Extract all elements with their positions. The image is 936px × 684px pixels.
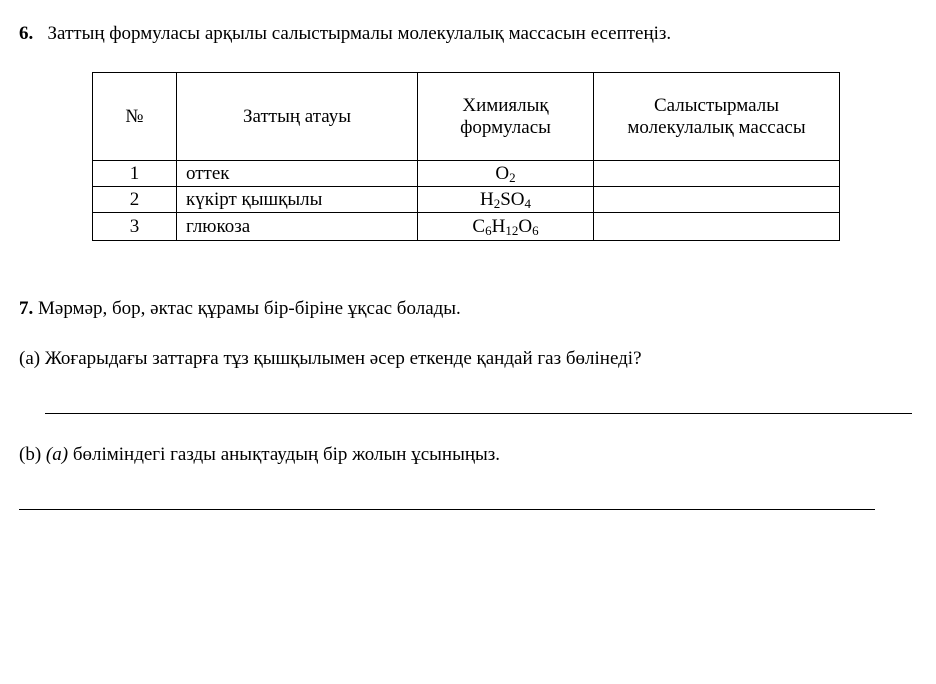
- formula-subscript: 6: [485, 222, 492, 238]
- row-number: 1: [93, 161, 177, 187]
- formula-element: SO: [500, 188, 525, 210]
- header-substance-name: Заттың атауы: [177, 73, 418, 161]
- question-7-text: Мәрмәр, бор, әктас құрамы бір-біріне ұқсас болады.: [33, 298, 461, 319]
- question-7-number: 7.: [19, 298, 34, 319]
- row-number: 3: [93, 213, 177, 241]
- header-mass-line1: Салыстырмалы: [654, 94, 779, 116]
- molecular-mass-table: [92, 72, 840, 241]
- row-relative-mass-answer[interactable]: [594, 187, 840, 213]
- formula-element: O: [518, 215, 533, 237]
- header-relative-mass: [594, 73, 840, 161]
- question-7: [19, 299, 461, 320]
- row-chemical-formula: [418, 161, 594, 187]
- table-row: [93, 187, 840, 213]
- part-b-question: [19, 445, 500, 466]
- table-row: [93, 161, 840, 187]
- part-b-reference: (a): [45, 444, 69, 465]
- header-chemical-formula: [418, 73, 594, 161]
- row-chemical-formula: [418, 213, 594, 241]
- row-substance-name: оттек: [177, 161, 418, 187]
- row-substance-name: глюкоза: [177, 213, 418, 241]
- row-chemical-formula: [418, 187, 594, 213]
- table-header-row: [93, 73, 840, 161]
- formula-subscript: 2: [509, 169, 516, 185]
- row-substance-name: күкірт қышқылы: [177, 187, 418, 213]
- header-mass-line2: молекулалық массасы: [627, 116, 806, 138]
- formula-element: O: [495, 162, 510, 184]
- part-a-question: (a) Жоғарыдағы заттарға тұз қышқылымен әсер еткенде қандай газ бөлінеді?: [19, 348, 642, 369]
- question-6: [19, 24, 671, 45]
- row-relative-mass-answer[interactable]: [594, 161, 840, 187]
- answer-line-b[interactable]: [19, 509, 875, 510]
- question-6-number: 6.: [19, 23, 34, 44]
- formula-subscript: 4: [524, 195, 532, 211]
- table-row: [93, 213, 840, 241]
- answer-line-a[interactable]: [45, 413, 912, 414]
- formula-element: H: [479, 188, 494, 210]
- row-number: 2: [93, 187, 177, 213]
- part-b-text: бөліміндегі газды анықтаудың бір жолын ұсыныңыз.: [68, 444, 501, 465]
- formula-element: H: [491, 215, 506, 237]
- header-number: №: [93, 73, 177, 161]
- part-b-prefix: (b): [19, 444, 46, 465]
- header-formula-line1: Химиялық: [462, 94, 549, 116]
- header-formula-line2: формуласы: [460, 116, 551, 138]
- formula-subscript: 2: [493, 195, 501, 211]
- question-6-text: Заттың формуласы арқылы салыстырмалы молекулалық массасын есептеңіз.: [47, 23, 672, 44]
- row-relative-mass-answer[interactable]: [594, 213, 840, 241]
- formula-subscript: 6: [532, 222, 539, 238]
- formula-subscript: 12: [505, 222, 519, 238]
- formula-element: C: [472, 215, 486, 237]
